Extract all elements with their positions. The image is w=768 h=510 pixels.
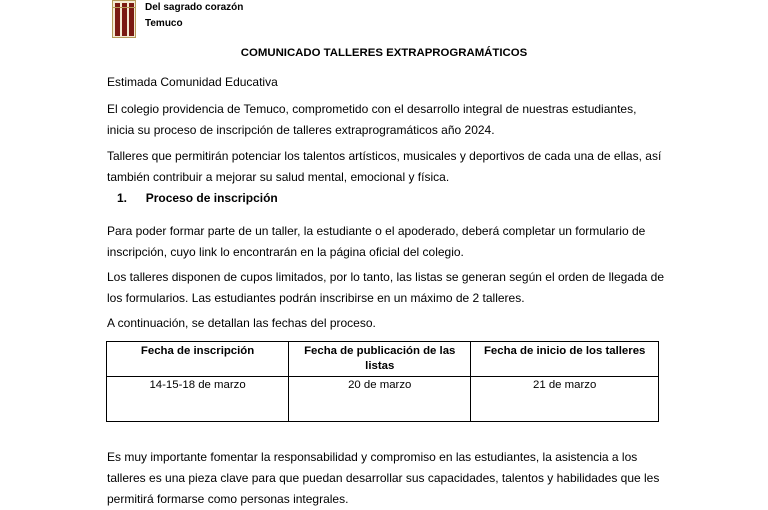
table-header-cell: Fecha de inicio de los talleres bbox=[471, 342, 659, 377]
paragraph-intro: El colegio providencia de Temuco, comprometido con el desarrollo integral de nuestras estudiantes, inicia su proceso de inscripción de talleres extraprogramáticos año 2024. bbox=[107, 102, 637, 137]
table-header-row bbox=[107, 342, 659, 377]
dates-table bbox=[106, 341, 659, 422]
greeting: Estimada Comunidad Educativa bbox=[107, 75, 278, 89]
table-header-cell: Fecha de publicación de las listas bbox=[289, 342, 471, 377]
school-header bbox=[145, 0, 243, 32]
school-logo bbox=[112, 0, 136, 38]
paragraph-form: Para poder formar parte de un taller, la estudiante o el apoderado, deberá completar un formulario de inscripción, cuyo link lo encontrarán en la página oficial del colegio. bbox=[107, 224, 646, 259]
school-city: Temuco bbox=[145, 18, 183, 29]
school-name: Del sagrado corazón bbox=[145, 2, 244, 13]
section-title: Proceso de inscripción bbox=[145, 191, 278, 205]
document-title: COMUNICADO TALLERES EXTRAPROGRAMÁTICOS bbox=[240, 47, 528, 59]
paragraph-limits: Los talleres disponen de cupos limitados, por lo tanto, las listas se generan según el orden de llegada de los formularios. Las estudiantes podrán inscribirse en un máximo de 2 talleres. bbox=[107, 270, 665, 305]
table-header-cell: Fecha de inscripción bbox=[107, 342, 289, 377]
section-number: 1. bbox=[117, 191, 128, 205]
table-row bbox=[107, 377, 659, 422]
table-cell: 14-15-18 de marzo bbox=[107, 377, 289, 422]
table-cell: 20 de marzo bbox=[289, 377, 471, 422]
section-heading bbox=[117, 191, 278, 205]
table-cell: 21 de marzo bbox=[471, 377, 659, 422]
paragraph-closing: Es muy importante fomentar la responsabilidad y compromiso en las estudiantes, la asistencia a los talleres es una pieza clave para que puedan desarrollar sus capacidades, talentos y habilidades que les permitirá formarse como personas integrales. bbox=[107, 450, 660, 506]
paragraph-talents: Talleres que permitirán potenciar los talentos artísticos, musicales y deportivos de cada una de ellas, así también contribuir a mejorar su salud mental, emocional y física. bbox=[107, 149, 662, 184]
paragraph-dates-intro: A continuación, se detallan las fechas del proceso. bbox=[107, 316, 376, 330]
